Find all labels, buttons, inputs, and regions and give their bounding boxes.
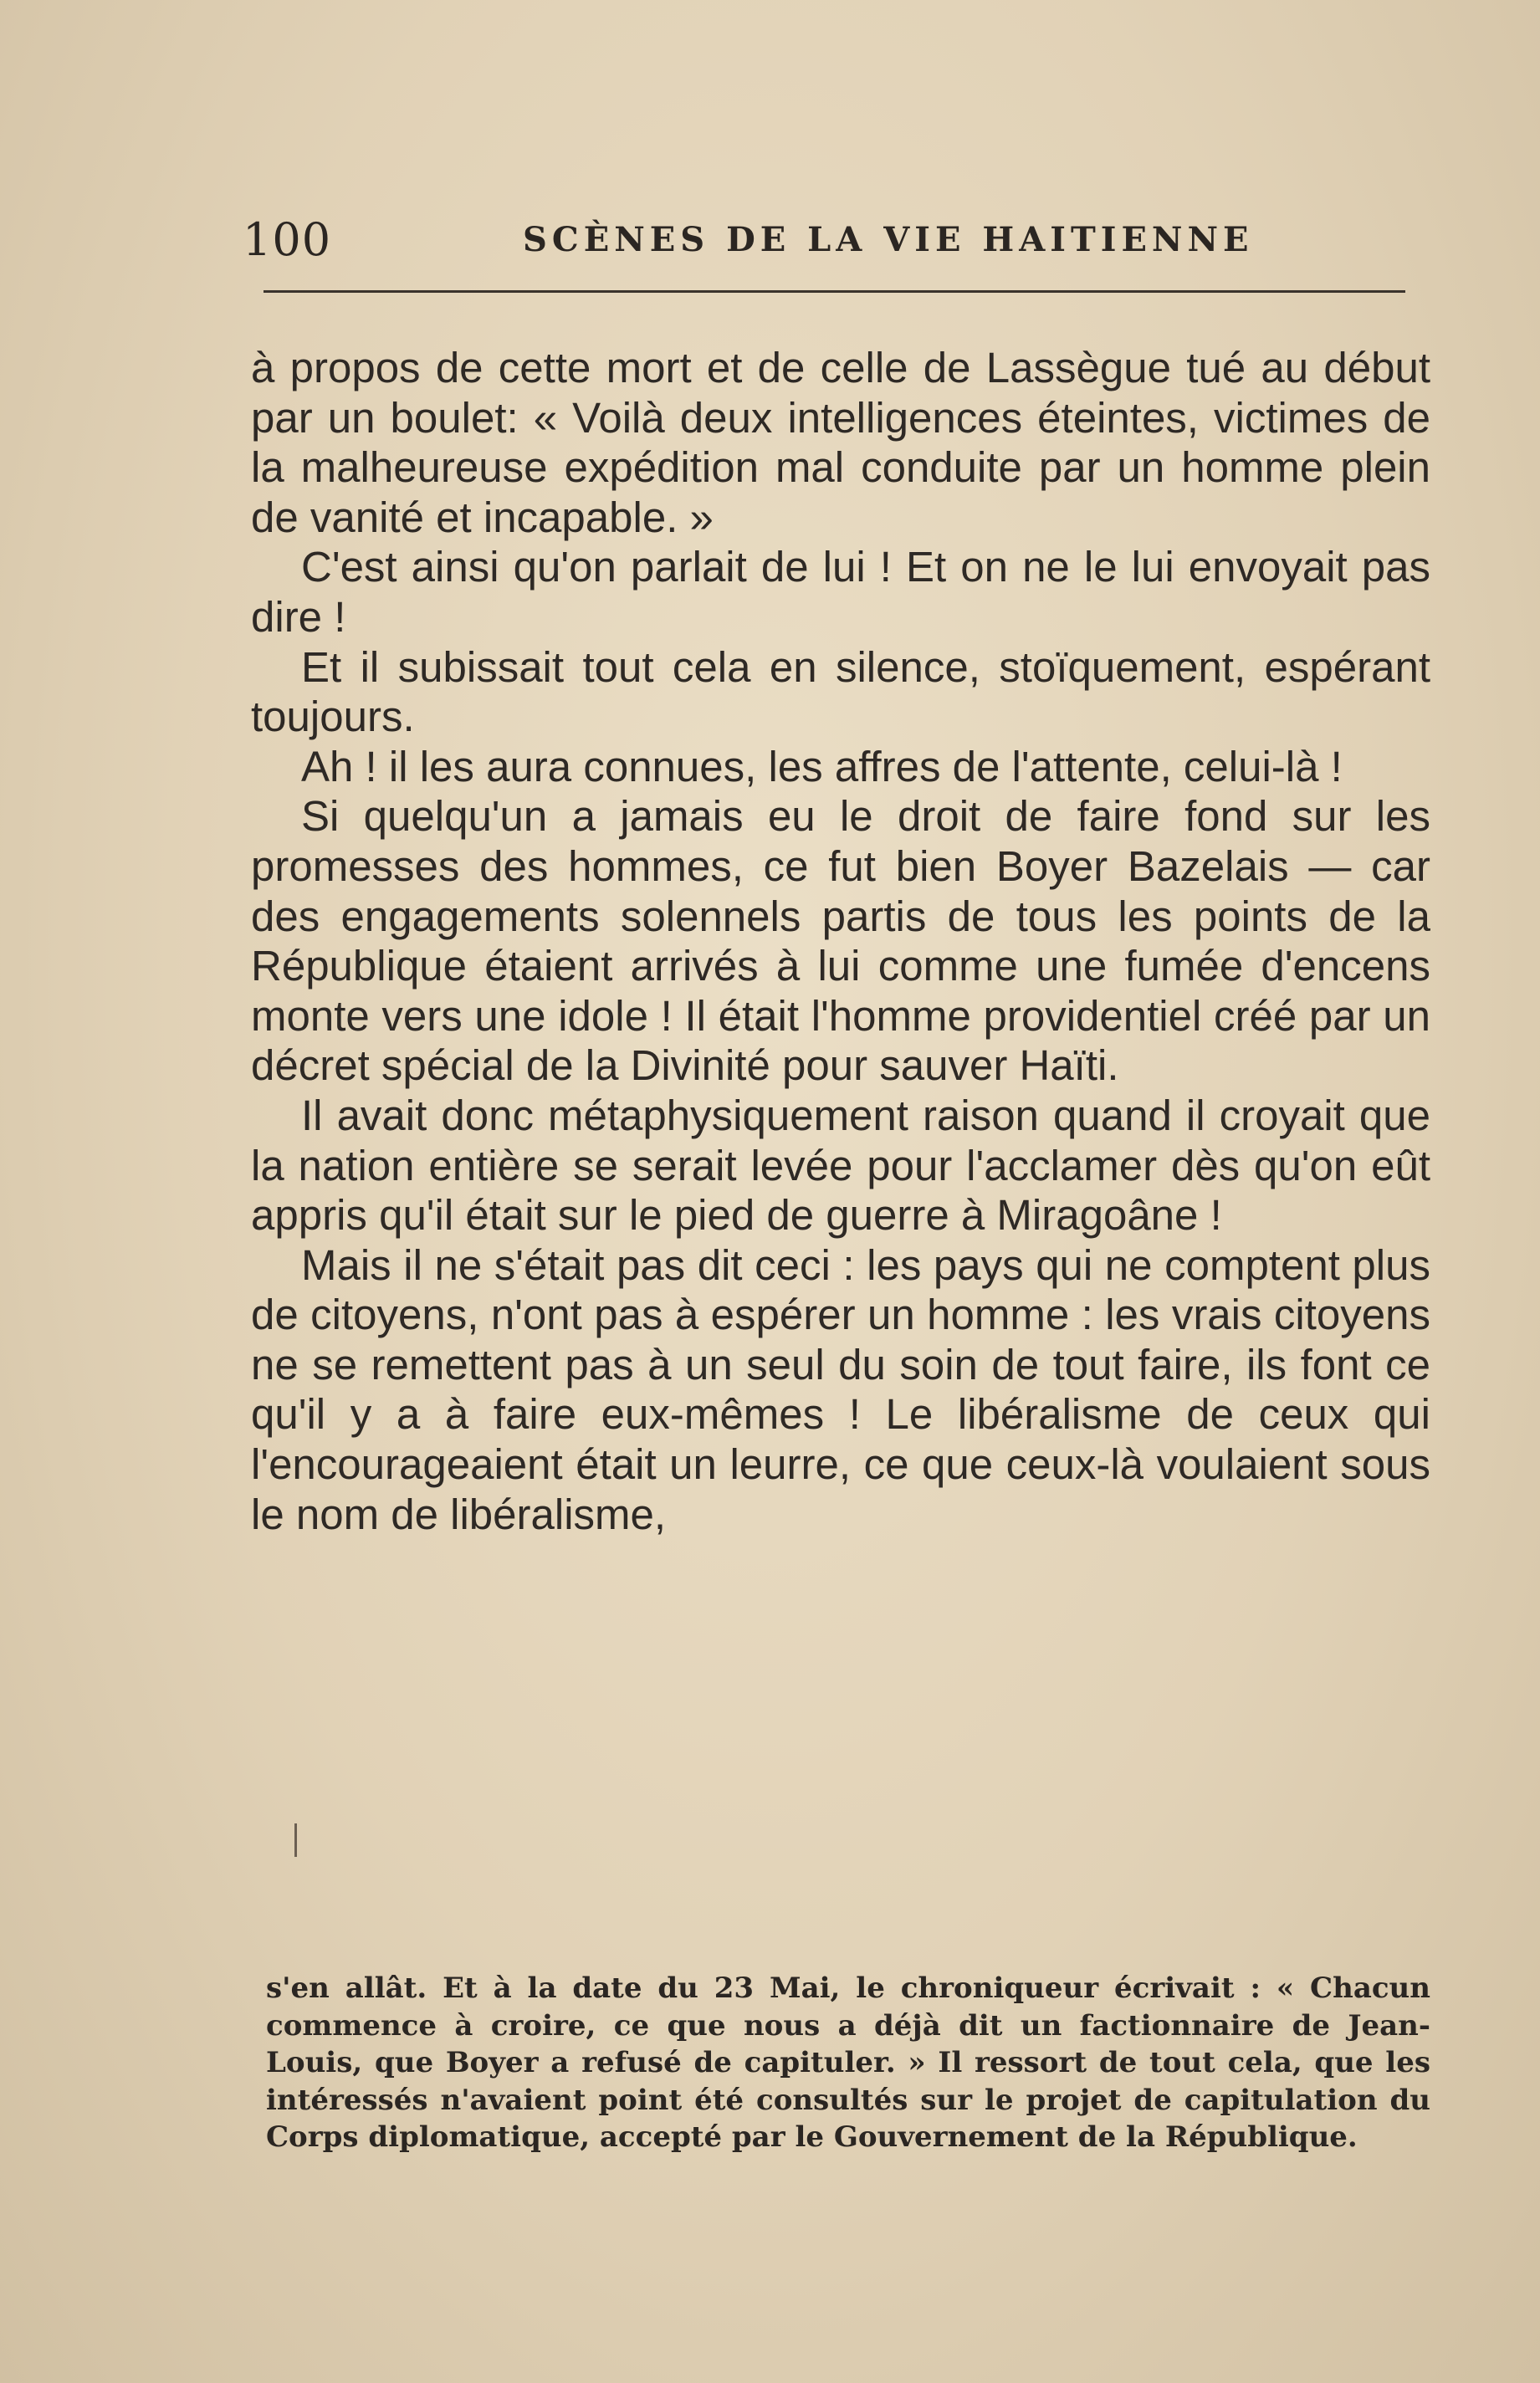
paragraph: à propos de cette mort et de celle de Lassègue tué au début par un boulet: « Voilà deux intelligences éteintes, victimes de la malheureuse expédition mal conduite par un homme plein de vanité et incapable. » [251, 344, 1430, 541]
footnote [266, 1970, 1430, 2156]
footnote-text: s'en allât. Et à la date du 23 Mai, le chroniqueur écrivait : « Chacun commence à croire, ce que nous a déjà dit un factionnaire de Jean-Louis, que Boyer a refusé de capituler. » Il ressort de tout cela, que les intéressés n'avaient point été consultés sur le projet de capitulation du Corps diplomatique, accepté par le Gouvernement de la République. [266, 1971, 1430, 2154]
paragraph: Il avait donc métaphysiquement raison quand il croyait que la nation entière se serait levée pour l'acclamer dès qu'on eût appris qu'il était sur le pied de guerre à Miragoâne ! [251, 1091, 1430, 1240]
paragraph: Mais il ne s'était pas dit ceci : les pays qui ne comptent plus de citoyens, n'ont pas à espérer un homme : les vrais citoyens ne se remettent pas à un seul du soin de tout faire, ils font ce qu'il y a à faire eux-mêmes ! Le libéralisme de ceux qui l'encourageaient était un leurre, ce que ceux-là voulaient sous le nom de libéralisme, [251, 1240, 1430, 1538]
paragraph: C'est ainsi qu'on parlait de lui ! Et on ne le lui envoyait pas dire ! [251, 543, 1430, 641]
header-rule [263, 290, 1405, 293]
paragraph: Et il subissait tout cela en silence, stoïquement, espérant toujours. [251, 642, 1430, 741]
stray-mark [294, 1823, 297, 1857]
body-text [251, 343, 1430, 1539]
paragraph: Si quelqu'un a jamais eu le droit de faire fond sur les promesses des hommes, ce fut bien Boyer Bazelais — car des engagements solennels partis de tous les points de la République étaient arrivés à lui comme une fumée d'encens monte vers une idole ! Il était l'homme providentiel créé par un décret spécial de la Divinité pour sauver Haïti. [251, 792, 1430, 1090]
page-number: 100 [243, 213, 332, 266]
paragraph: Ah ! il les aura connues, les affres de l'attente, celui-là ! [301, 742, 1343, 790]
page-header [243, 213, 1430, 280]
running-title: SCÈNES DE LA VIE HAITIENNE [523, 220, 1254, 259]
